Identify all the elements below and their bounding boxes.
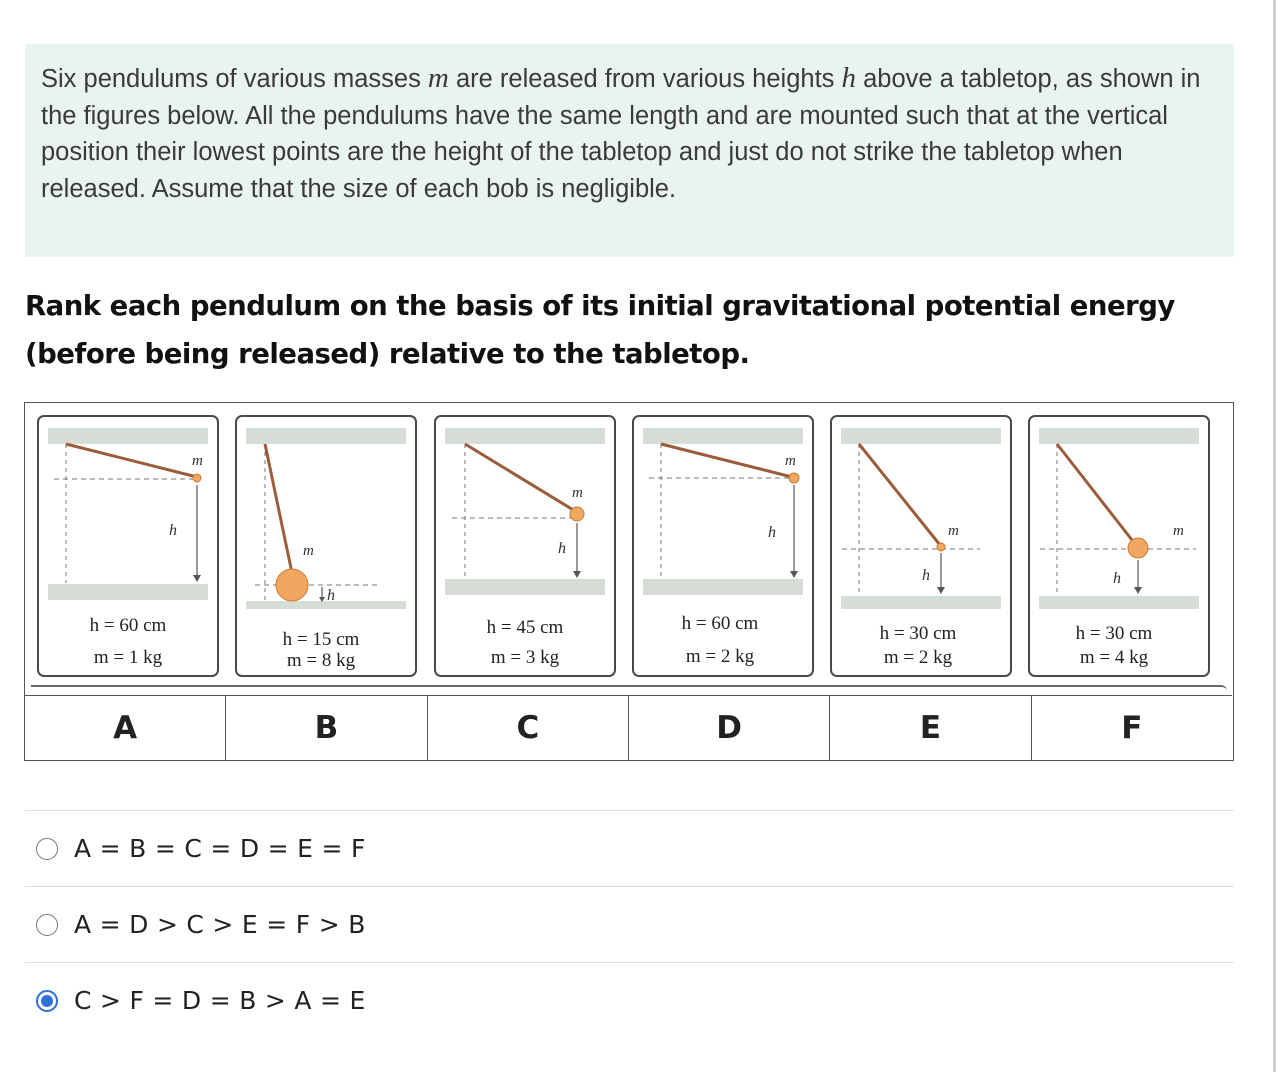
height-symbol: h <box>841 62 856 94</box>
option-label: A = D > C > E = F > B <box>74 910 366 939</box>
mass-label: m <box>785 453 796 469</box>
panel-b <box>235 415 417 677</box>
mass-value: m = 8 kg <box>286 650 356 671</box>
problem-text-part-2: are released from various heights <box>448 65 842 93</box>
mass-label: m <box>572 485 583 501</box>
radio-button[interactable] <box>36 838 58 860</box>
ceiling <box>841 428 1001 444</box>
mass-value: m = 2 kg <box>685 646 755 667</box>
label-f: F <box>1121 710 1143 746</box>
height-value: h = 45 cm <box>486 617 564 638</box>
problem-text-part-3: above a tabletop, as shown in the figures below. All the pendulums have the same length and are mounted such that at the vertical position their lowest points are the height of the tabletop and just do not strike the tabletop when released. Assume that the size of each bob is negligible. <box>41 65 1201 203</box>
radio-button[interactable] <box>36 914 58 936</box>
problem-text-part-1: Six pendulums of various masses <box>41 65 428 93</box>
height-value: h = 60 cm <box>89 615 167 636</box>
pendulum-labels <box>25 695 1232 760</box>
pendulum-panels <box>25 403 1232 695</box>
mass-value: m = 4 kg <box>1079 647 1149 668</box>
height-label: h <box>1113 570 1121 587</box>
ceiling <box>48 428 208 444</box>
mass-value: m = 2 kg <box>883 647 953 668</box>
pendulum-bob <box>193 474 201 482</box>
mass-label: m <box>303 543 314 559</box>
height-label: h <box>327 587 335 604</box>
ceiling <box>643 428 803 444</box>
mass-label: m <box>948 523 959 539</box>
mass-symbol: m <box>427 62 449 94</box>
option-label: A = B = C = D = E = F <box>74 834 366 863</box>
tabletop <box>841 596 1001 609</box>
pendulum-bob <box>789 473 799 483</box>
answer-option-2[interactable] <box>25 886 1234 962</box>
pendulum-bob <box>276 569 308 601</box>
ceiling <box>1039 428 1199 444</box>
label-c: C <box>428 696 629 760</box>
height-label: h <box>169 522 177 539</box>
panel-d <box>632 415 814 677</box>
mass-value: m = 3 kg <box>490 647 560 668</box>
tabletop <box>1039 596 1199 609</box>
label-d: D <box>629 696 830 760</box>
figure-base-line <box>31 685 1227 691</box>
pendulum-bob <box>570 507 584 521</box>
tabletop <box>246 601 406 609</box>
tabletop <box>445 579 605 595</box>
tabletop <box>643 579 803 595</box>
panel-e <box>830 415 1012 677</box>
label-e: E <box>830 696 1031 760</box>
panel-f <box>1028 415 1210 677</box>
mass-label: m <box>192 453 203 469</box>
panel-a <box>37 415 219 677</box>
problem-text <box>41 60 1218 207</box>
height-value: h = 30 cm <box>1075 623 1153 644</box>
panel-c <box>434 415 616 677</box>
ceiling <box>445 428 605 444</box>
problem-statement <box>25 44 1234 257</box>
option-label: C > F = D = B > A = E <box>74 986 366 1015</box>
label-b: B <box>226 696 427 760</box>
mass-value: m = 1 kg <box>93 647 163 668</box>
pendulum-bob <box>937 543 945 551</box>
pendulum-figure <box>24 402 1234 761</box>
height-label: h <box>768 524 776 541</box>
height-value: h = 15 cm <box>282 629 360 650</box>
question-prompt: Rank each pendulum on the basis of its initial gravitational potential energy (before being released) relative to the tabletop. <box>25 290 1175 370</box>
height-label: h <box>558 540 566 557</box>
height-value: h = 30 cm <box>879 623 957 644</box>
label-a: A <box>25 696 226 760</box>
answer-options <box>25 810 1234 1038</box>
mass-label: m <box>1173 523 1184 539</box>
radio-button-selected[interactable] <box>36 990 58 1012</box>
ceiling <box>246 428 406 444</box>
answer-option-3[interactable] <box>25 962 1234 1038</box>
tabletop <box>48 584 208 600</box>
answer-option-1[interactable] <box>25 810 1234 886</box>
height-value: h = 60 cm <box>681 613 759 634</box>
height-label: h <box>922 567 930 584</box>
pendulum-bob <box>1128 538 1148 558</box>
